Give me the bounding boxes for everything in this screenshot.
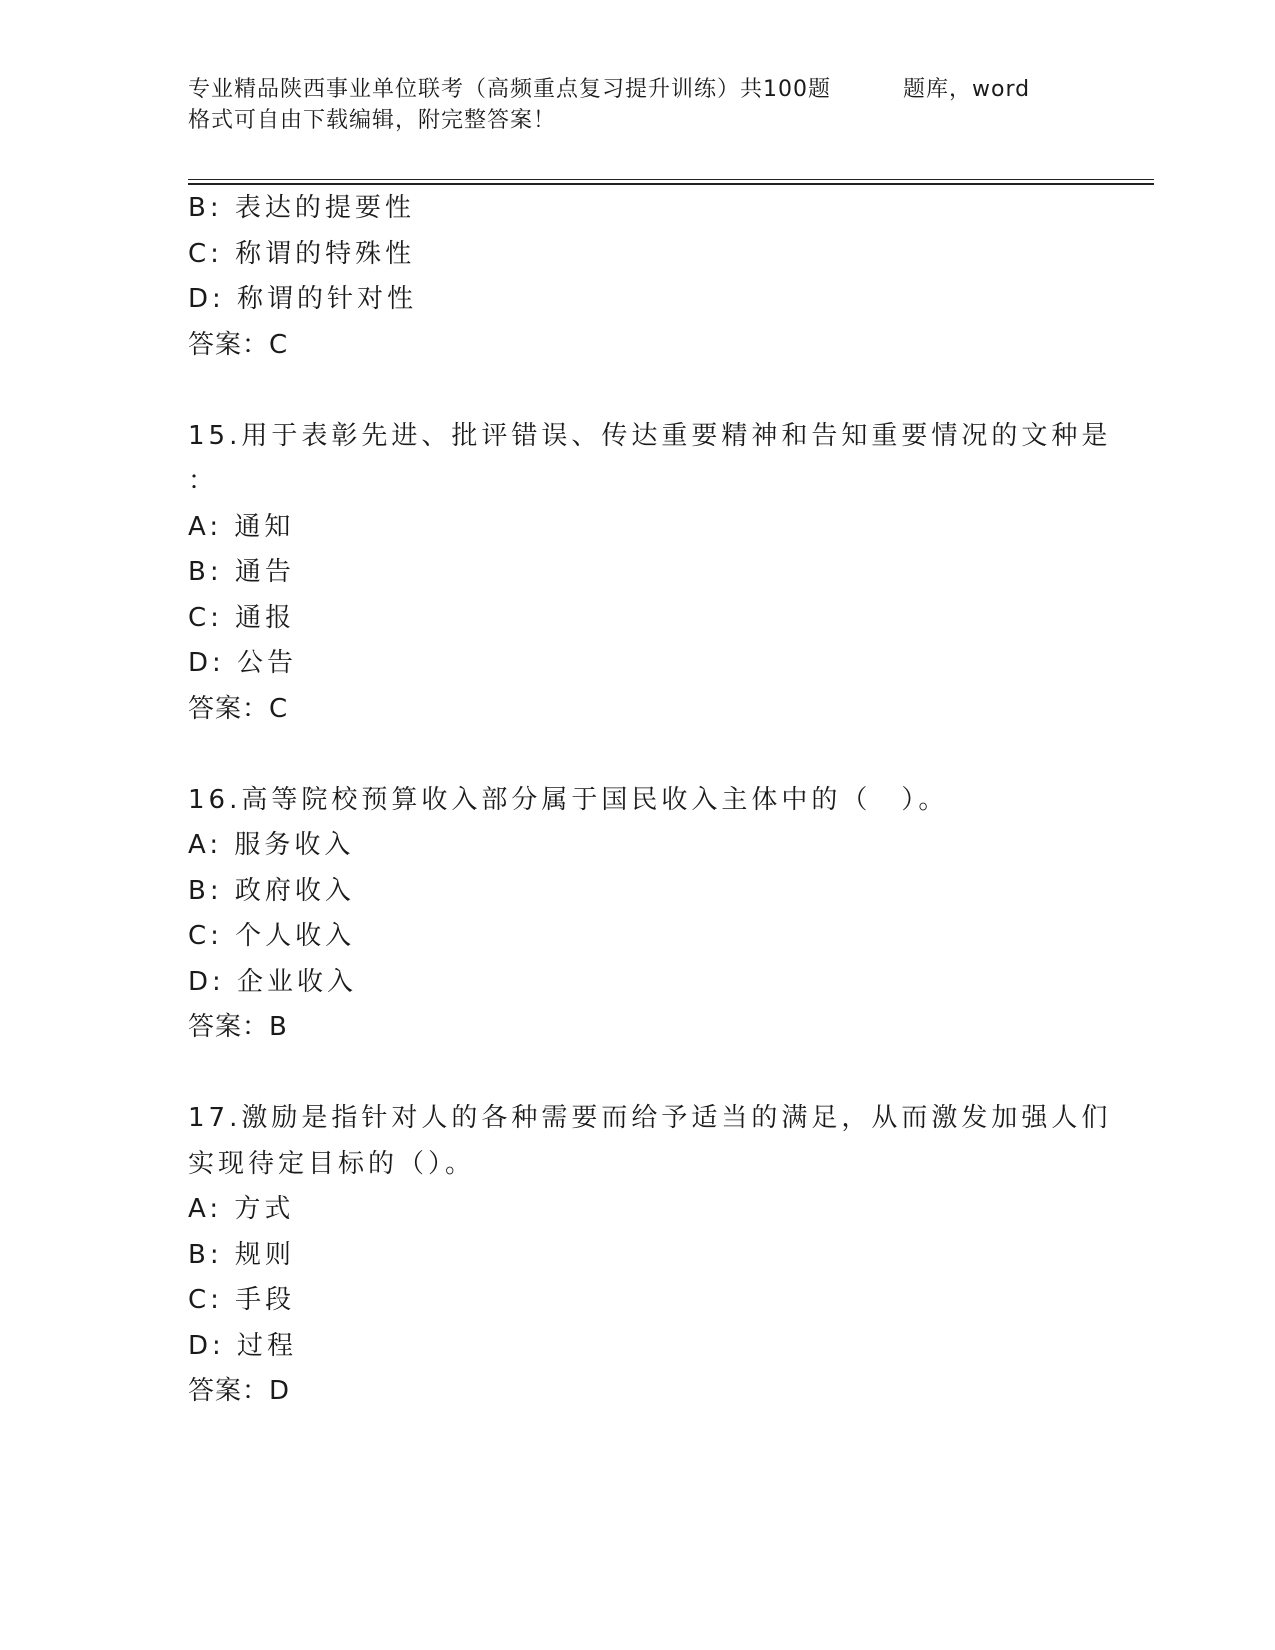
- question-stem-continued: ：: [188, 466, 219, 496]
- question-17: [188, 1096, 1112, 1415]
- header-divider-thick: [188, 183, 1154, 185]
- answer-line: 答案：B: [188, 1012, 288, 1042]
- question-stem: 16.高等院校预算收入部分属于国民收入主体中的（ ）。: [188, 784, 949, 815]
- option-c: C: 通报: [188, 602, 296, 633]
- option-d: D: 过程: [188, 1330, 298, 1361]
- option-a: A: 方式: [188, 1194, 295, 1224]
- header-title-suffix: 题库，word: [903, 77, 1031, 102]
- option-c: C: 个人收入: [188, 921, 356, 951]
- header-line-2: 格式可自由下载编辑，附完整答案！: [188, 108, 557, 133]
- header-title: 专业精品陕西事业单位联考（高频重点复习提升训练）共100题: [188, 77, 831, 102]
- option-a: A: 服务收入: [188, 830, 355, 860]
- option-b: B: 通告: [188, 557, 295, 587]
- question-stem: 15.用于表彰先进、批评错误、传达重要精神和告知重要情况的文种是: [188, 420, 1112, 451]
- option-d: D: 公告: [188, 648, 298, 678]
- option-b: B: 表达的提要性: [188, 193, 415, 223]
- answer-line: 答案：C: [188, 693, 289, 724]
- option-b: B: 规则: [188, 1239, 295, 1270]
- document-header: [188, 74, 1088, 136]
- option-a: A: 通知: [188, 511, 295, 542]
- question-16: [188, 778, 1088, 1051]
- header-divider-thin: [188, 179, 1154, 180]
- header-line-1: [188, 74, 1088, 105]
- option-b: B: 政府收入: [188, 875, 355, 906]
- question-stem: 17.激励是指针对人的各种需要而给予适当的满足，从而激发加强人们: [188, 1103, 1112, 1133]
- option-d: D: 称谓的针对性: [188, 284, 418, 314]
- option-c: C: 称谓的特殊性: [188, 238, 416, 269]
- question-14-continuation: [188, 186, 1088, 368]
- question-15: [188, 414, 1112, 733]
- question-stem-continued: 实现待定目标的（）。: [188, 1148, 476, 1179]
- option-c: C: 手段: [188, 1285, 296, 1315]
- answer-line: 答案：C: [188, 329, 289, 360]
- option-d: D: 企业收入: [188, 966, 358, 997]
- question-list: [188, 186, 1112, 1415]
- answer-line: 答案：D: [188, 1376, 291, 1406]
